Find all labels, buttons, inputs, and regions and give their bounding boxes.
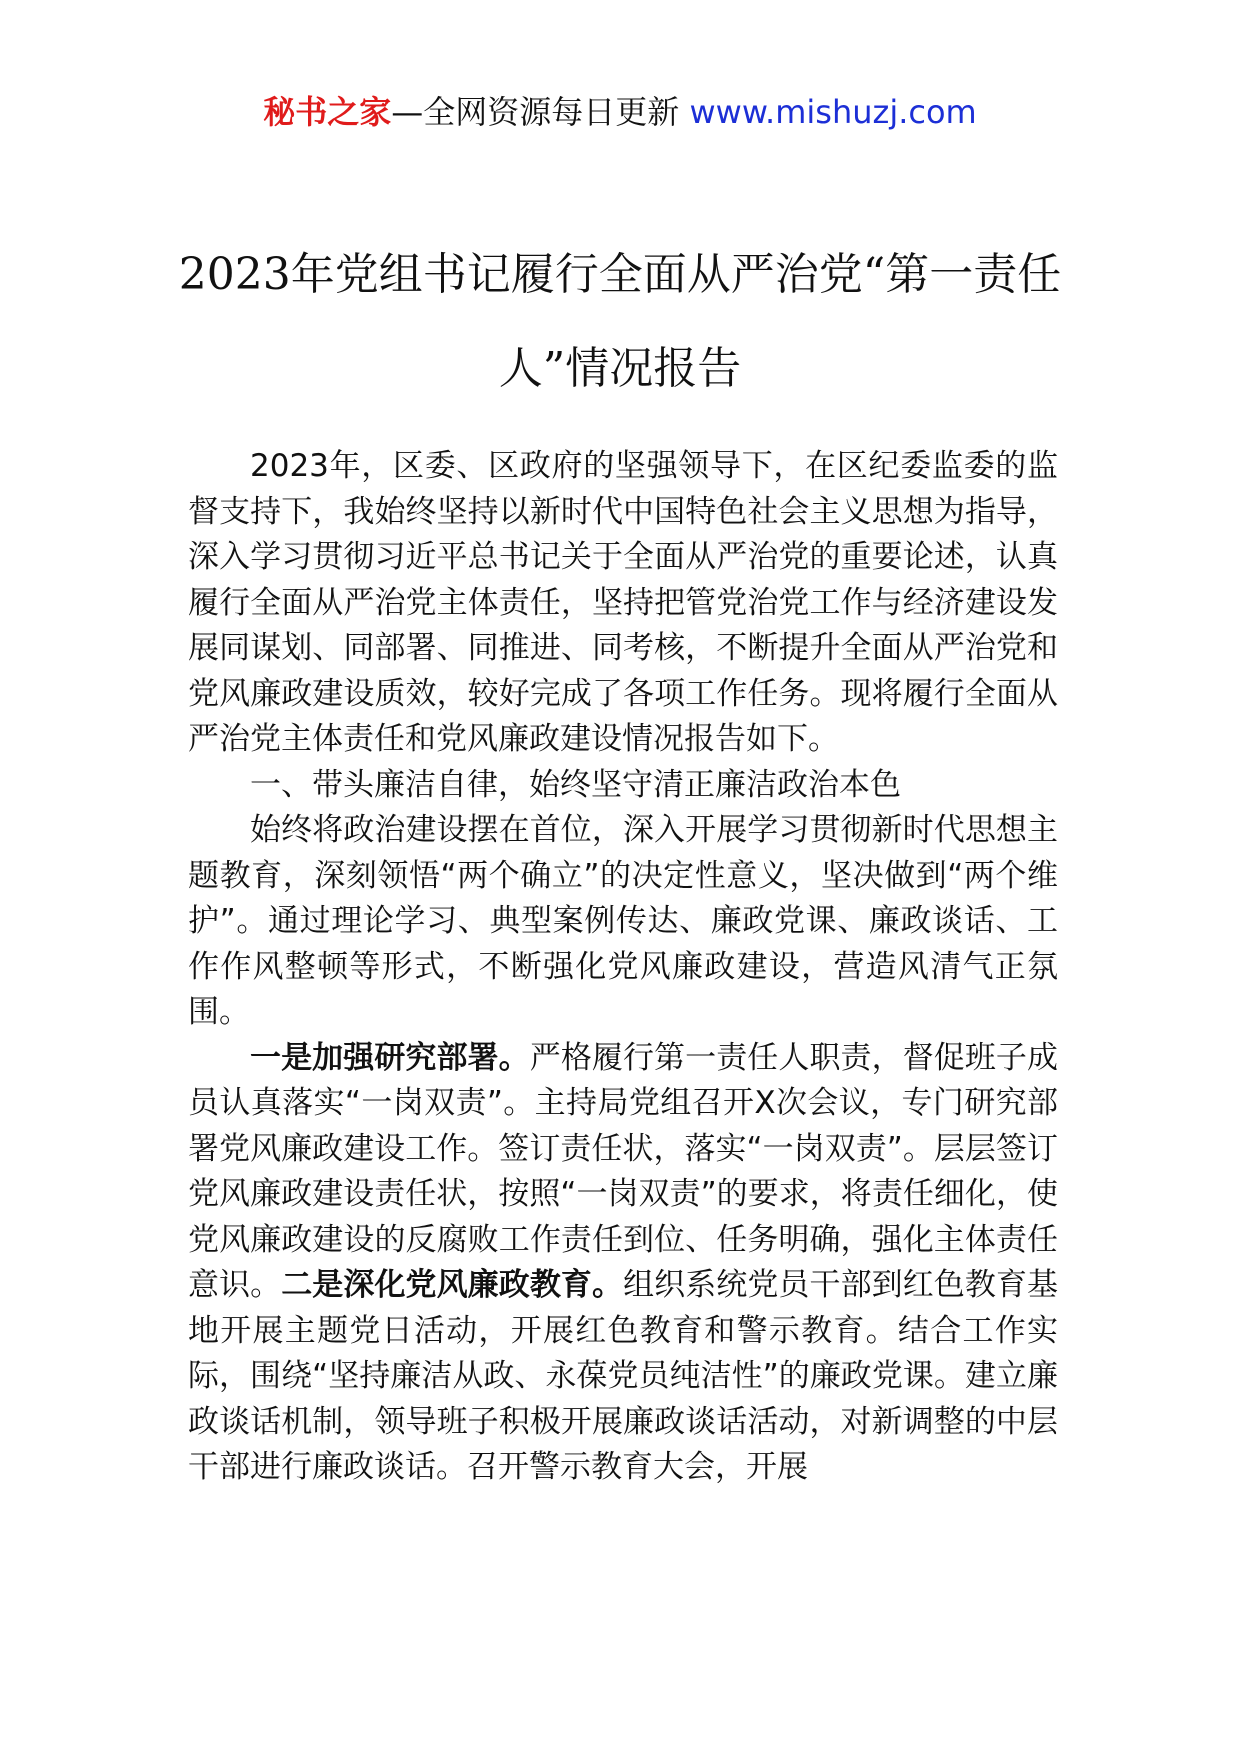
- site-banner: [0, 92, 1240, 132]
- point-2-text: 组织系统党员干部到红色教育基地开展主题党日活动，开展红色教育和警示教育。结合工作实际，围绕“坚持廉洁从政、永葆党员纯洁性”的廉政党课。建立廉政谈话机制，领导班子积极开展廉政谈话活动，对新调整的中层干部进行廉政谈话。召开警示教育大会，开展: [188, 1267, 1059, 1485]
- point-1-label: 一是加强研究部署。: [250, 1039, 530, 1076]
- point-paragraph: [188, 1036, 1058, 1491]
- document-body: [188, 444, 1058, 1491]
- document-title: 2023年党组书记履行全面从严治党“第一责任人”情况报告: [178, 249, 1062, 394]
- point-1-text: 严格履行第一责任人职责，督促班子成员认真落实“一岗双责”。主持局党组召开X次会议，专门研究部署党风廉政建设工作。签订责任状，落实“一岗双责”。层层签订党风廉政建设责任状，按照“一岗双责”的要求，将责任细化，使党风廉政建设的反腐败工作责任到位、任务明确，强化主体责任意识。: [188, 1039, 1059, 1303]
- banner-slogan: —全网资源每日更新: [391, 93, 680, 131]
- banner-brand: 秘书之家: [263, 93, 392, 131]
- section-1-heading: 一、带头廉洁自律，始终坚守清正廉洁政治本色: [250, 766, 901, 803]
- section-1-paragraph: 始终将政治建设摆在首位，深入开展学习贯彻新时代思想主题教育，深刻领悟“两个确立”的决定性意义，坚决做到“两个维护”。通过理论学习、典型案例传达、廉政党课、廉政谈话、工作作风整顿等形式，不断强化党风廉政建设，营造风清气正氛围。: [188, 812, 1058, 1030]
- point-2-label: 二是深化党风廉政教育。: [281, 1267, 624, 1303]
- intro-paragraph: 2023年，区委、区政府的坚强领导下，在区纪委监委的监督支持下，我始终坚持以新时代中国特色社会主义思想为指导，深入学习贯彻习近平总书记关于全面从严治党的重要论述，认真履行全面从严治党主体责任，坚持把管党治党工作与经济建设发展同谋划、同部署、同推进、同考核，不断提升全面从严治党和党风廉政建设质效，较好完成了各项工作任务。现将履行全面从严治党主体责任和党风廉政建设情况报告如下。: [188, 448, 1058, 757]
- banner-site-url[interactable]: www.mishuzj.com: [689, 93, 977, 131]
